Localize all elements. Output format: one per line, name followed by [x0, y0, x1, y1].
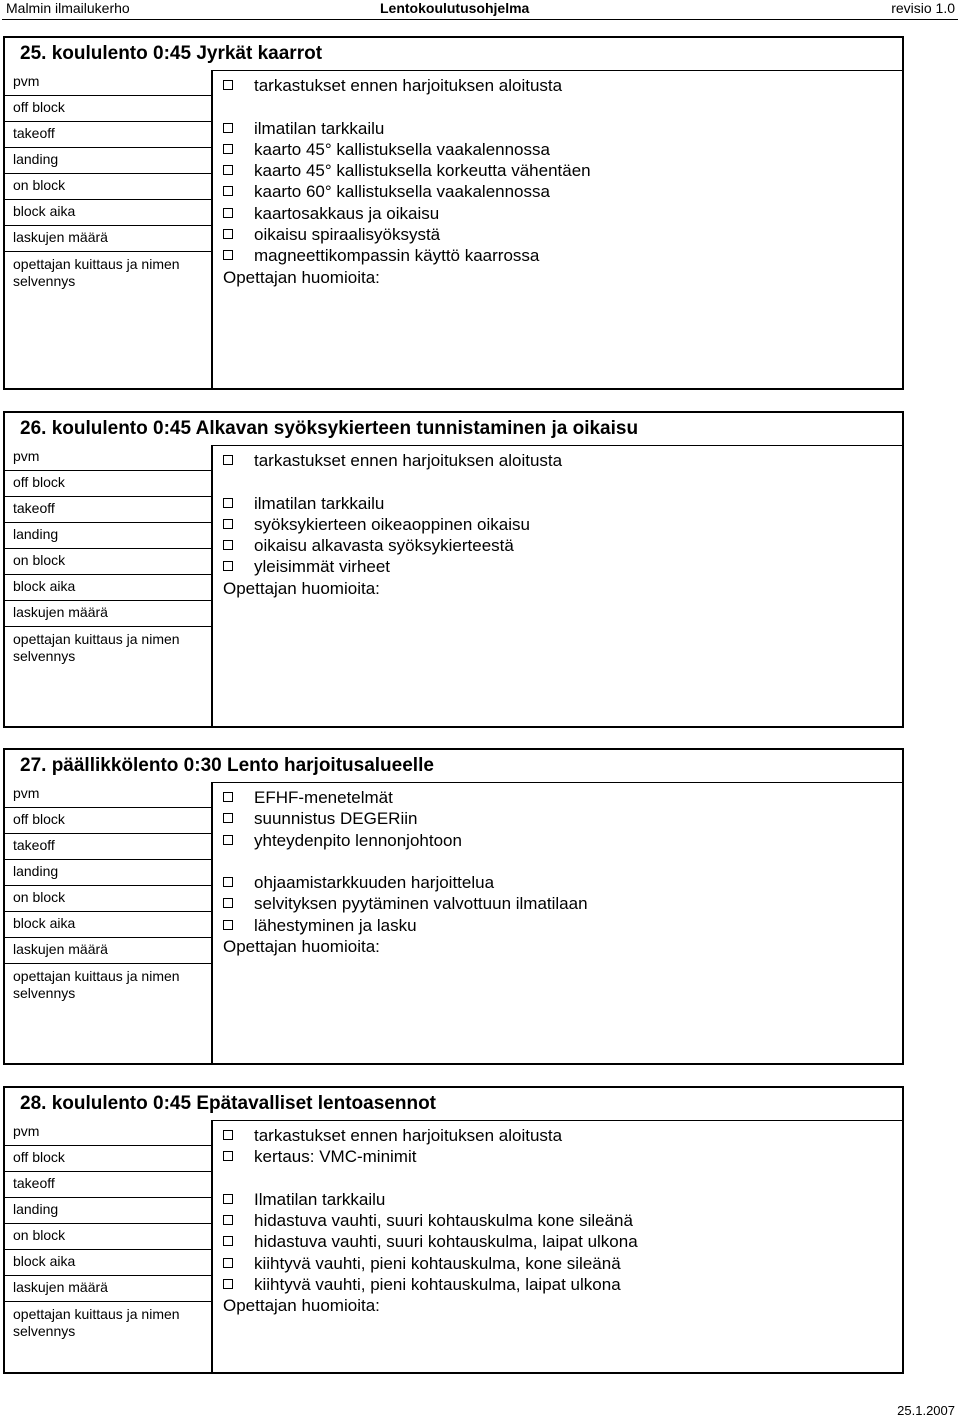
exercise-text: lähestyminen ja lasku — [254, 915, 417, 935]
field-label: laskujen määrä — [13, 229, 108, 245]
lesson-block-26 — [3, 411, 904, 728]
log-fields — [5, 70, 213, 388]
checkbox-icon — [223, 165, 233, 175]
checkbox-icon — [223, 1130, 233, 1140]
exercise-text: EFHF-menetelmät — [254, 788, 393, 807]
field-block-aika — [5, 575, 211, 601]
field-laskujen-maara — [5, 1276, 211, 1302]
exercise-text: tarkastukset ennen harjoituksen aloitusta — [254, 451, 563, 470]
checkbox-icon — [223, 186, 233, 196]
field-label: on block — [13, 552, 66, 568]
exercise-text: kaarto 60° kallistuksella vaakalennossa — [254, 182, 550, 202]
field-landing — [5, 1198, 211, 1224]
exercise-text: kaarto 45° kallistuksella korkeutta vähentäen — [254, 161, 591, 181]
exercise-list — [211, 70, 902, 388]
field-label: pvm — [13, 73, 40, 89]
exercise-item — [223, 893, 588, 914]
field-block-aika — [5, 912, 211, 938]
field-takeoff — [5, 834, 211, 860]
header-rule — [2, 19, 958, 20]
exercise-text: kiihtyvä vauhti, pieni kohtauskulma, laipat ulkona — [254, 1275, 621, 1295]
field-label: laskujen määrä — [13, 604, 108, 620]
checkbox-icon — [223, 1151, 233, 1161]
field-landing — [5, 523, 211, 549]
exercise-text: tarkastukset ennen harjoituksen aloitusta — [254, 76, 563, 95]
exercise-text: selvityksen pyytäminen valvottuun ilmatilaan — [254, 894, 588, 914]
exercise-text: yhteydenpito lennonjohtoon — [254, 830, 462, 850]
checkbox-icon — [223, 1279, 233, 1289]
field-block-aika — [5, 1250, 211, 1276]
field-label: off block — [13, 474, 65, 490]
field-label: pvm — [13, 448, 40, 464]
exercise-item — [223, 1274, 638, 1295]
field-label: on block — [13, 177, 66, 193]
lesson-title: 25. koululento 0:45 Jyrkät kaarrot — [20, 43, 323, 64]
checkbox-icon — [223, 920, 233, 930]
exercise-item — [223, 872, 588, 893]
exercise-list — [211, 445, 902, 726]
exercise-item — [223, 556, 562, 577]
log-fields — [5, 782, 213, 1063]
field-label: on block — [13, 889, 66, 905]
checkbox-icon — [223, 80, 233, 90]
lesson-title: 28. koululento 0:45 Epätavalliset lentoasennot — [20, 1093, 437, 1114]
instructor-remarks-label: Opettajan huomioita: — [223, 937, 380, 957]
exercise-text: suunnistus DEGERiin — [254, 809, 418, 829]
field-label: pvm — [13, 1123, 40, 1139]
checkbox-icon — [223, 229, 233, 239]
field-off-block — [5, 471, 211, 497]
field-pvm — [5, 70, 211, 96]
exercise-text: oikaisu alkavasta syöksykierteestä — [254, 536, 514, 556]
exercise-text: Ilmatilan tarkkailu — [254, 1189, 386, 1209]
field-label: takeoff — [13, 500, 55, 516]
exercise-text: kertaus: VMC-minimit — [254, 1147, 417, 1167]
exercise-text: tarkastukset ennen harjoituksen aloitusta — [254, 1126, 563, 1145]
field-on-block — [5, 549, 211, 575]
exercise-item — [223, 808, 588, 829]
exercise-item — [223, 245, 591, 266]
exercise-text: kiihtyvä vauhti, pieni kohtauskulma, kone sileänä — [254, 1253, 621, 1273]
field-label: off block — [13, 811, 65, 827]
field-laskujen-maara — [5, 601, 211, 627]
exercise-item — [223, 514, 562, 535]
field-pvm — [5, 1120, 211, 1146]
field-label: takeoff — [13, 125, 55, 141]
field-label: off block — [13, 1149, 65, 1165]
field-label: on block — [13, 1227, 66, 1243]
exercise-text: yleisimmät virheet — [254, 557, 391, 577]
checkbox-icon — [223, 898, 233, 908]
exercise-item — [223, 118, 591, 139]
field-label: off block — [13, 99, 65, 115]
log-fields — [5, 1120, 213, 1372]
exercise-text: syöksykierteen oikeaoppinen oikaisu — [254, 514, 530, 534]
exercise-item — [223, 75, 591, 96]
field-off-block — [5, 1146, 211, 1172]
field-label: takeoff — [13, 1175, 55, 1191]
field-label: opettajan kuittaus ja nimen selvennys — [13, 968, 180, 1001]
checkbox-icon — [223, 1258, 233, 1268]
checkbox-icon — [223, 792, 233, 802]
field-pvm — [5, 782, 211, 808]
exercise-text: ohjaamistarkkuuden harjoittelua — [254, 873, 495, 893]
field-label: laskujen määrä — [13, 1279, 108, 1295]
instructor-remarks-label: Opettajan huomioita: — [223, 1296, 380, 1316]
field-label: block aika — [13, 1253, 76, 1269]
header-org: Malmin ilmailukerho — [6, 0, 130, 16]
field-off-block — [5, 96, 211, 122]
field-label: laskujen määrä — [13, 941, 108, 957]
field-label: opettajan kuittaus ja nimen selvennys — [13, 1306, 180, 1339]
field-on-block — [5, 1224, 211, 1250]
header-title: Lentokoulutusohjelma — [380, 0, 530, 16]
checkbox-icon — [223, 250, 233, 260]
exercise-text: hidastuva vauhti, suuri kohtauskulma, laipat ulkona — [254, 1232, 638, 1252]
page-header — [0, 0, 960, 20]
checkbox-icon — [223, 835, 233, 845]
checkbox-icon — [223, 877, 233, 887]
field-label: block aika — [13, 915, 76, 931]
checkbox-icon — [223, 540, 233, 550]
log-fields — [5, 445, 213, 726]
checkbox-icon — [223, 208, 233, 218]
exercise-text: ilmatilan tarkkailu — [254, 493, 385, 513]
exercise-item — [223, 1253, 638, 1274]
checkbox-icon — [223, 144, 233, 154]
checkbox-icon — [223, 498, 233, 508]
exercise-item — [223, 1125, 638, 1146]
exercise-list — [211, 782, 902, 1063]
exercise-item — [223, 915, 588, 936]
exercise-item — [223, 224, 591, 245]
exercise-item — [223, 450, 562, 471]
checkbox-icon — [223, 1215, 233, 1225]
field-takeoff — [5, 497, 211, 523]
exercise-item — [223, 1189, 638, 1210]
exercise-item — [223, 830, 588, 851]
field-label: landing — [13, 863, 59, 879]
checkbox-icon — [223, 519, 233, 529]
field-label: block aika — [13, 578, 76, 594]
exercise-item — [223, 535, 562, 556]
exercise-item — [223, 160, 591, 181]
field-label: block aika — [13, 203, 76, 219]
lesson-block-27 — [3, 748, 904, 1065]
exercise-item — [223, 139, 591, 160]
field-laskujen-maara — [5, 938, 211, 964]
field-label: opettajan kuittaus ja nimen selvennys — [13, 631, 180, 664]
field-landing — [5, 148, 211, 174]
exercise-text: oikaisu spiraalisyöksystä — [254, 225, 441, 245]
lesson-title: 26. koululento 0:45 Alkavan syöksykierteen tunnistaminen ja oikaisu — [20, 418, 639, 439]
exercise-item — [223, 203, 591, 224]
exercise-item — [223, 1146, 638, 1167]
field-on-block — [5, 886, 211, 912]
exercise-item — [223, 787, 588, 808]
exercise-text: kaartosakkaus ja oikaisu — [254, 203, 440, 223]
lesson-title: 27. päällikkölento 0:30 Lento harjoitusalueelle — [20, 755, 434, 776]
field-label: opettajan kuittaus ja nimen selvennys — [13, 256, 180, 289]
instructor-remarks-label: Opettajan huomioita: — [223, 578, 380, 598]
field-takeoff — [5, 122, 211, 148]
checkbox-icon — [223, 1236, 233, 1246]
field-label: pvm — [13, 785, 40, 801]
checkbox-icon — [223, 455, 233, 465]
lesson-block-28 — [3, 1086, 904, 1374]
field-laskujen-maara — [5, 226, 211, 252]
checkbox-icon — [223, 123, 233, 133]
exercise-text: ilmatilan tarkkailu — [254, 118, 385, 138]
exercise-list — [211, 1120, 902, 1372]
checkbox-icon — [223, 1194, 233, 1204]
field-label: landing — [13, 151, 59, 167]
checkbox-icon — [223, 813, 233, 823]
field-label: landing — [13, 1201, 59, 1217]
field-takeoff — [5, 1172, 211, 1198]
footer-date: 25.1.2007 — [897, 1403, 955, 1418]
instructor-remarks-label: Opettajan huomioita: — [223, 267, 380, 287]
checkbox-icon — [223, 561, 233, 571]
field-label: takeoff — [13, 837, 55, 853]
field-on-block — [5, 174, 211, 200]
field-label: landing — [13, 526, 59, 542]
exercise-text: hidastuva vauhti, suuri kohtauskulma kone sileänä — [254, 1211, 633, 1231]
exercise-item — [223, 493, 562, 514]
field-landing — [5, 860, 211, 886]
exercise-text: magneettikompassin käyttö kaarrossa — [254, 246, 540, 266]
exercise-item — [223, 1210, 638, 1231]
exercise-item — [223, 181, 591, 202]
exercise-text: kaarto 45° kallistuksella vaakalennossa — [254, 139, 550, 159]
field-pvm — [5, 445, 211, 471]
field-block-aika — [5, 200, 211, 226]
lesson-block-25 — [3, 36, 904, 390]
field-off-block — [5, 808, 211, 834]
header-revision: revisio 1.0 — [891, 0, 955, 16]
exercise-item — [223, 1231, 638, 1252]
